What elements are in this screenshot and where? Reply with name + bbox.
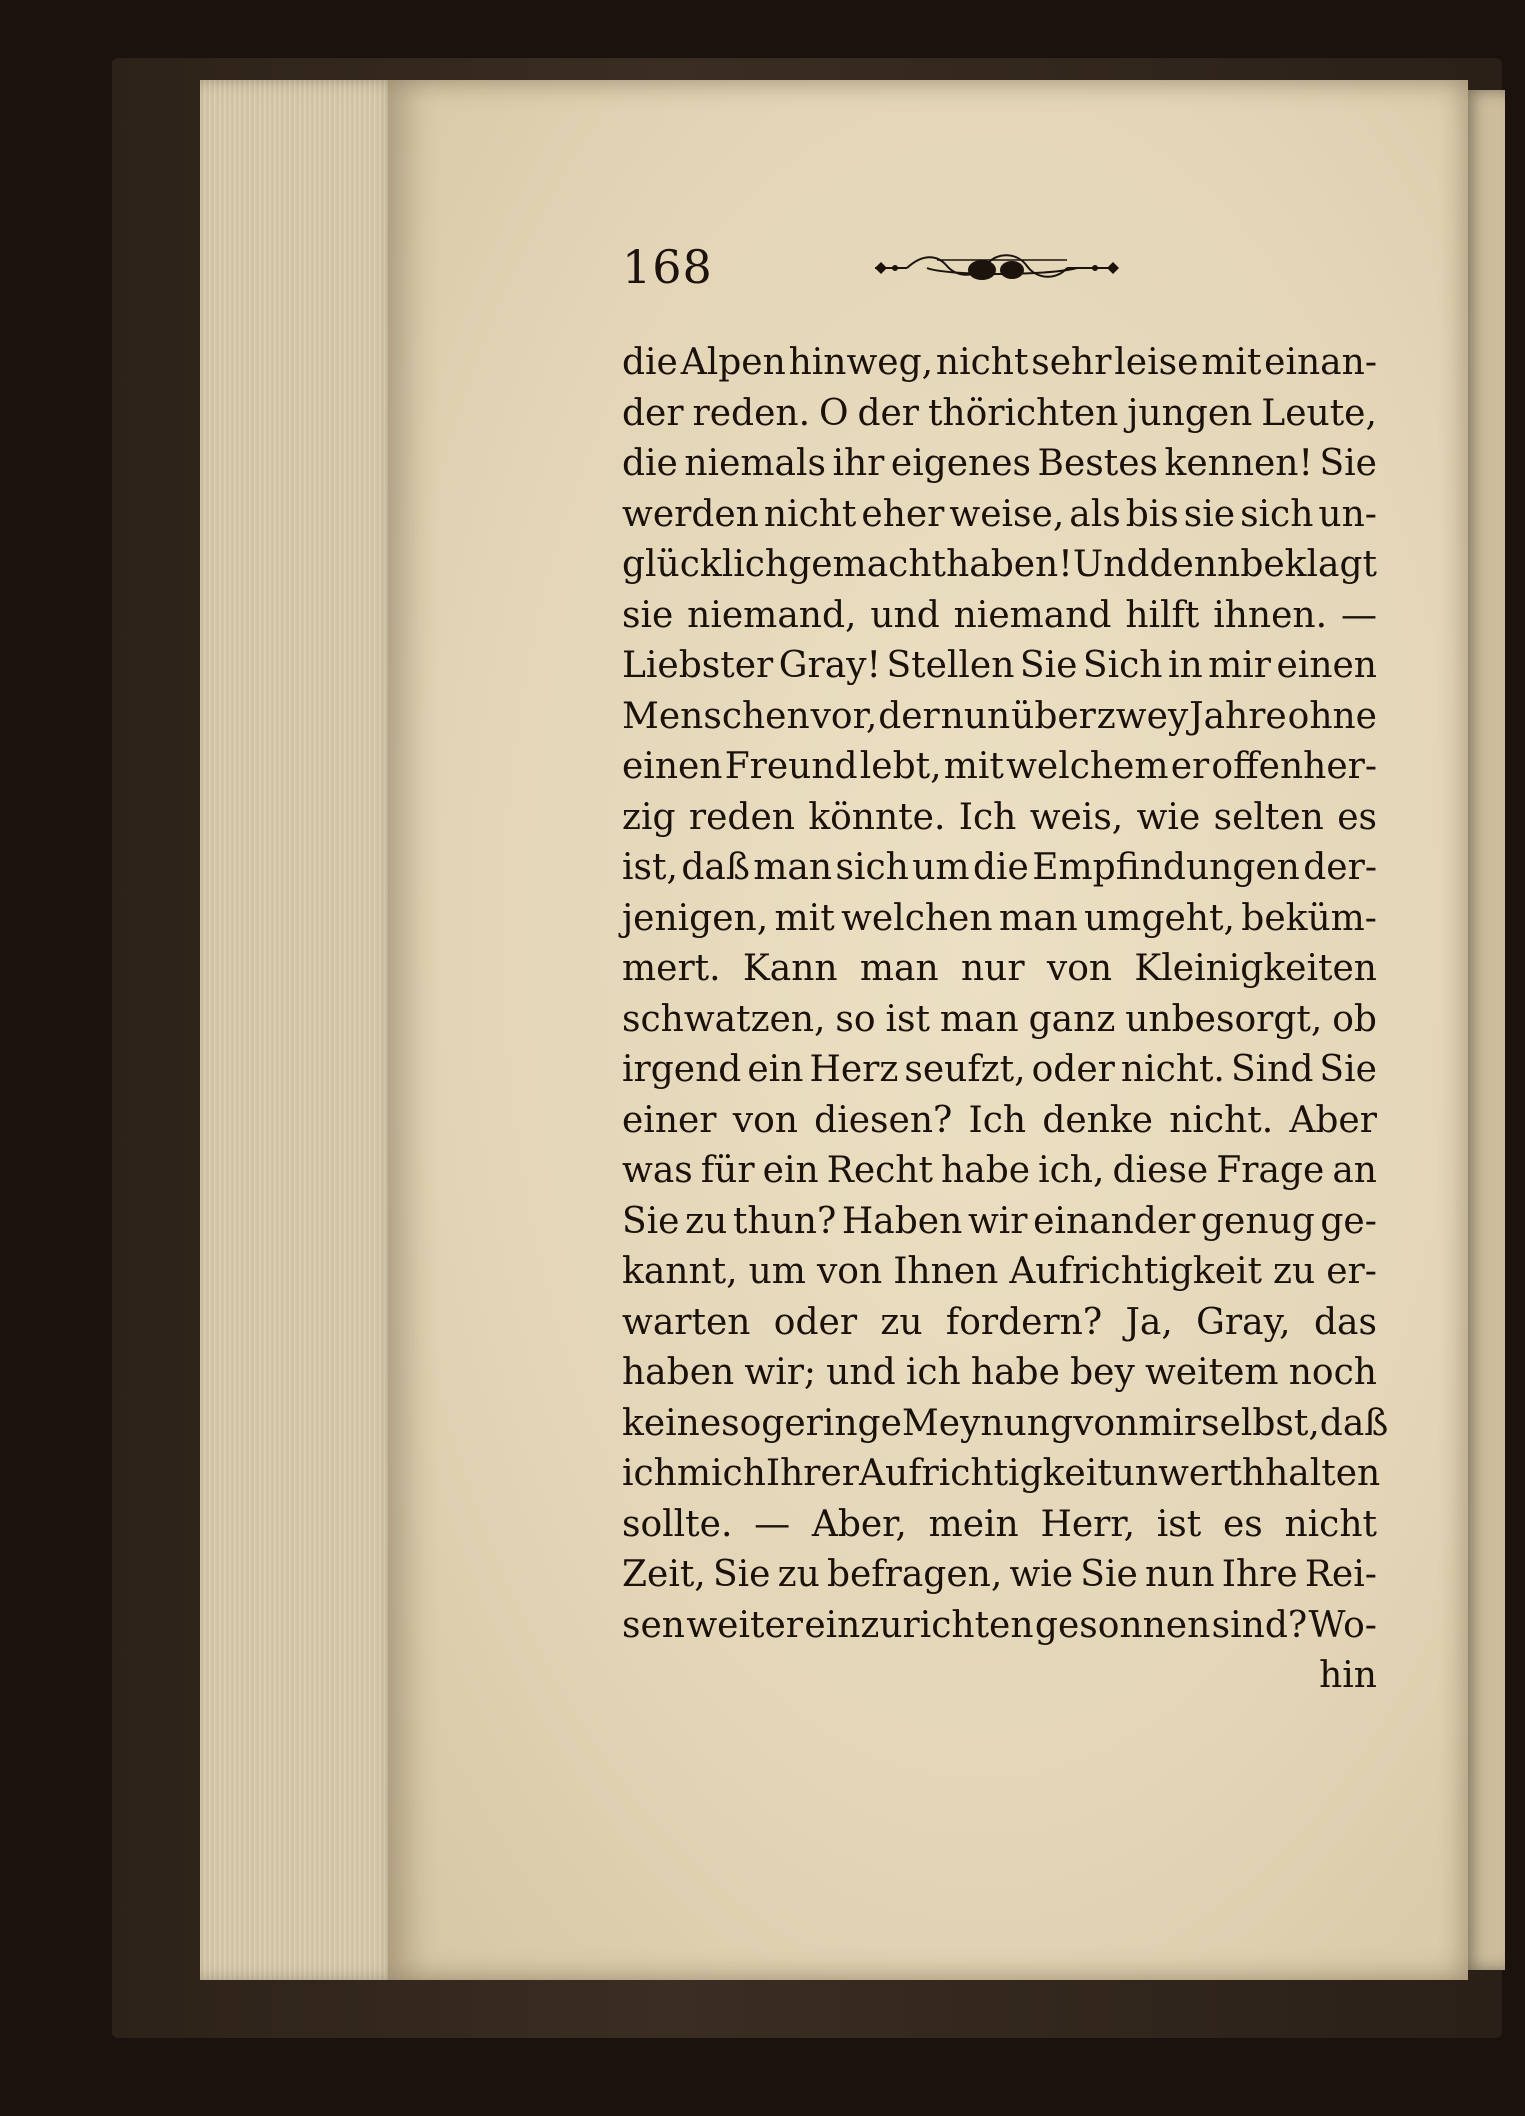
word: zig bbox=[622, 796, 676, 838]
word: Menschen bbox=[622, 695, 810, 737]
word: um bbox=[912, 847, 970, 888]
word: mit bbox=[1201, 342, 1262, 383]
word: sehr bbox=[1031, 342, 1112, 383]
text-line bbox=[622, 1247, 1377, 1298]
word: gesonnen bbox=[1034, 1604, 1211, 1646]
word: Sie bbox=[622, 1200, 680, 1242]
text-line bbox=[622, 1601, 1377, 1652]
word: nun bbox=[1144, 1554, 1215, 1595]
page-text bbox=[622, 338, 1389, 1702]
word: welchem bbox=[1006, 746, 1169, 787]
word: Freund bbox=[724, 746, 858, 787]
word: leise bbox=[1114, 342, 1199, 383]
word: man bbox=[939, 998, 1019, 1040]
word: der bbox=[878, 695, 940, 737]
word: sich bbox=[1240, 493, 1314, 535]
word: die bbox=[622, 443, 678, 484]
word: nicht bbox=[763, 493, 857, 535]
word: jungen bbox=[1127, 392, 1253, 434]
word: Sich bbox=[1082, 645, 1163, 686]
word: Sie bbox=[1019, 645, 1078, 686]
word: ist bbox=[885, 998, 930, 1040]
page-header bbox=[622, 240, 1142, 300]
word: ob bbox=[1332, 998, 1377, 1040]
text-line bbox=[622, 540, 1377, 591]
word: von bbox=[1046, 948, 1113, 989]
word: gemacht bbox=[788, 544, 946, 585]
word: einen bbox=[1276, 645, 1377, 686]
word: oder bbox=[773, 1301, 858, 1343]
word: ihr bbox=[832, 443, 885, 484]
text-line bbox=[622, 944, 1377, 995]
word: Ich bbox=[958, 796, 1017, 838]
word: Ihnen bbox=[893, 1251, 999, 1292]
word: über bbox=[1011, 695, 1096, 737]
word: noch bbox=[1288, 1352, 1377, 1393]
text-line bbox=[622, 641, 1377, 692]
word: unbesorgt, bbox=[1125, 998, 1323, 1040]
word: ihnen. bbox=[1213, 594, 1328, 636]
word: Kann bbox=[742, 948, 838, 989]
word: Zeit, bbox=[622, 1554, 706, 1595]
word: seufzt, bbox=[904, 1049, 1026, 1090]
word: es bbox=[1222, 1503, 1263, 1545]
word: in bbox=[1167, 645, 1203, 686]
word: das bbox=[1313, 1301, 1377, 1343]
word: Kleinigkeiten bbox=[1134, 948, 1377, 989]
word: Leute, bbox=[1261, 392, 1377, 434]
text-line bbox=[622, 995, 1377, 1046]
word: so bbox=[835, 998, 876, 1040]
word: Stellen bbox=[886, 645, 1015, 686]
word: Bestes bbox=[1037, 443, 1159, 484]
word: irgend bbox=[622, 1049, 742, 1090]
word: lebt, bbox=[859, 746, 942, 787]
word: nicht. bbox=[1120, 1049, 1225, 1090]
word: kannt, bbox=[622, 1251, 738, 1292]
word: Sie bbox=[1319, 1049, 1377, 1090]
word: als bbox=[1069, 493, 1121, 535]
word: umgeht, bbox=[1084, 897, 1235, 939]
text-line bbox=[622, 1146, 1377, 1197]
word: hinweg, bbox=[788, 342, 934, 383]
word: Gray! bbox=[778, 645, 881, 686]
word: von bbox=[816, 1251, 883, 1292]
word: befragen, bbox=[826, 1554, 1003, 1595]
word: bis bbox=[1125, 493, 1179, 535]
text-line bbox=[622, 894, 1377, 945]
word: einzurichten bbox=[804, 1604, 1034, 1646]
word: daß bbox=[681, 847, 750, 888]
word: einan- bbox=[1264, 342, 1377, 383]
word: an bbox=[1332, 1150, 1377, 1191]
word: thun? bbox=[732, 1200, 837, 1242]
text-line bbox=[622, 1096, 1377, 1147]
word: nicht bbox=[1284, 1503, 1377, 1545]
word: zu bbox=[1273, 1251, 1316, 1292]
word: halten bbox=[1265, 1453, 1381, 1494]
word: und bbox=[870, 594, 940, 636]
word: könnte. bbox=[808, 796, 946, 838]
word: O bbox=[818, 392, 849, 434]
word: zu bbox=[685, 1200, 728, 1242]
word: um bbox=[748, 1251, 806, 1292]
word: einer bbox=[622, 1099, 717, 1141]
word: Wo- bbox=[1308, 1604, 1377, 1646]
text-line bbox=[622, 1348, 1377, 1399]
word: ganz bbox=[1028, 998, 1116, 1040]
text-line bbox=[622, 389, 1377, 440]
word: selten bbox=[1213, 796, 1324, 838]
word: mir bbox=[1208, 645, 1271, 686]
word: was bbox=[622, 1150, 693, 1191]
text-line bbox=[622, 591, 1377, 642]
word: der bbox=[857, 392, 919, 434]
word: werden bbox=[622, 493, 759, 535]
text-line bbox=[622, 1500, 1377, 1551]
word: nicht bbox=[935, 342, 1029, 383]
word: Haben bbox=[841, 1200, 963, 1242]
word: Sie bbox=[712, 1554, 771, 1595]
word: Liebster bbox=[622, 645, 774, 686]
word: wir bbox=[967, 1200, 1028, 1242]
word: selbst, bbox=[1201, 1402, 1320, 1444]
word: habe bbox=[941, 1150, 1031, 1191]
word: — bbox=[754, 1503, 791, 1545]
word: man bbox=[998, 897, 1078, 939]
word: wir; bbox=[744, 1352, 817, 1393]
word: ge- bbox=[1320, 1200, 1377, 1242]
text-line bbox=[622, 793, 1377, 844]
text-line bbox=[622, 843, 1377, 894]
page-number: 168 bbox=[622, 240, 713, 294]
word: diese bbox=[1112, 1150, 1209, 1191]
word: warten bbox=[622, 1301, 751, 1343]
word: genug bbox=[1200, 1200, 1315, 1242]
word: ohne bbox=[1287, 695, 1377, 737]
word: der bbox=[622, 392, 684, 434]
word: Sie bbox=[1080, 1554, 1138, 1595]
text-line bbox=[622, 1298, 1377, 1349]
text-line bbox=[622, 1550, 1377, 1601]
word: sie bbox=[1183, 493, 1236, 535]
word: Ja, bbox=[1125, 1301, 1173, 1343]
word: Rei- bbox=[1304, 1554, 1377, 1595]
text-line bbox=[622, 1197, 1377, 1248]
word: weiter bbox=[686, 1604, 803, 1646]
word: ist, bbox=[622, 847, 678, 888]
word: weis, bbox=[1029, 796, 1124, 838]
word: niemand bbox=[953, 594, 1112, 636]
word: reden. bbox=[692, 392, 811, 434]
word: mich bbox=[676, 1453, 766, 1494]
word: eigenes bbox=[890, 443, 1032, 484]
word: thörichten bbox=[927, 392, 1119, 434]
word: haben bbox=[622, 1352, 735, 1393]
word: Jahre bbox=[1189, 695, 1287, 737]
catchword: hin bbox=[1319, 1655, 1377, 1696]
word: die bbox=[972, 847, 1029, 888]
word: ein bbox=[747, 1049, 804, 1090]
word: wie bbox=[1136, 796, 1201, 838]
word: denke bbox=[1042, 1099, 1153, 1141]
word: Frage bbox=[1216, 1150, 1325, 1191]
word: kennen! bbox=[1164, 443, 1313, 484]
word: einander bbox=[1033, 1200, 1196, 1242]
word: man bbox=[753, 847, 833, 888]
word: Ich bbox=[968, 1099, 1027, 1141]
word: weise, bbox=[949, 493, 1065, 535]
word: bey bbox=[1070, 1352, 1135, 1393]
page-edges bbox=[200, 80, 400, 1980]
word: eher bbox=[861, 493, 945, 535]
word: niemals bbox=[684, 443, 826, 484]
text-line bbox=[622, 439, 1377, 490]
word: Ihrer bbox=[765, 1453, 860, 1494]
word: für bbox=[700, 1150, 755, 1191]
word: Meynung bbox=[901, 1402, 1073, 1444]
word: Aber bbox=[1289, 1099, 1377, 1141]
word: ich bbox=[905, 1352, 961, 1393]
word: der- bbox=[1303, 847, 1377, 888]
word: nur bbox=[960, 948, 1025, 989]
word: habe bbox=[970, 1352, 1060, 1393]
word: die bbox=[622, 342, 678, 383]
word: geringe bbox=[761, 1402, 902, 1444]
word: Ihre bbox=[1221, 1554, 1298, 1595]
word: beklagt bbox=[1240, 544, 1377, 585]
word: offenher- bbox=[1211, 746, 1377, 787]
word: Gray, bbox=[1196, 1301, 1291, 1343]
word: unwerth bbox=[1111, 1453, 1266, 1494]
word: oder bbox=[1031, 1049, 1115, 1090]
word: schwatzen, bbox=[622, 998, 826, 1040]
word: man bbox=[859, 948, 939, 989]
word: welchen bbox=[841, 897, 993, 939]
word: glücklich bbox=[622, 544, 789, 585]
text-line bbox=[622, 692, 1377, 743]
word: sind? bbox=[1211, 1604, 1308, 1646]
word: un- bbox=[1318, 493, 1377, 535]
word: Und bbox=[1072, 544, 1150, 585]
word: einen bbox=[622, 746, 723, 787]
word: denn bbox=[1149, 544, 1241, 585]
word: Alpen bbox=[680, 342, 786, 383]
word: haben! bbox=[946, 544, 1073, 585]
word: sen bbox=[622, 1604, 685, 1646]
word: sie bbox=[622, 594, 674, 636]
word: keine bbox=[622, 1402, 722, 1444]
word: diesen? bbox=[814, 1099, 953, 1141]
word: Herr, bbox=[1040, 1503, 1136, 1545]
word: daß bbox=[1319, 1402, 1389, 1444]
text-line bbox=[622, 1399, 1389, 1450]
text-line bbox=[622, 338, 1377, 389]
word: ich, bbox=[1038, 1150, 1105, 1191]
word: reden bbox=[688, 796, 795, 838]
text-line bbox=[622, 742, 1377, 793]
word: hilft bbox=[1125, 594, 1200, 636]
word: fordern? bbox=[945, 1301, 1103, 1343]
word: niemand, bbox=[687, 594, 857, 636]
word: sich bbox=[835, 847, 909, 888]
word: Recht bbox=[826, 1150, 933, 1191]
word: zwey bbox=[1096, 695, 1189, 737]
word: ist bbox=[1156, 1503, 1202, 1545]
word: und bbox=[826, 1352, 896, 1393]
word: sollte. bbox=[622, 1503, 733, 1545]
word: zu bbox=[880, 1301, 923, 1343]
word: — bbox=[1340, 594, 1377, 636]
word: mit bbox=[943, 746, 1004, 787]
word: mit bbox=[774, 897, 835, 939]
word: er- bbox=[1326, 1251, 1377, 1292]
word: es bbox=[1337, 796, 1377, 838]
word: Herz bbox=[809, 1049, 899, 1090]
word: Sind bbox=[1230, 1049, 1314, 1090]
decorative-vine-ornament-icon bbox=[867, 246, 1127, 290]
text-line bbox=[622, 1045, 1377, 1096]
word: zu bbox=[777, 1554, 820, 1595]
word: wie bbox=[1009, 1554, 1074, 1595]
word: Empfindungen bbox=[1032, 847, 1300, 888]
word: von bbox=[732, 1099, 798, 1141]
word: so bbox=[721, 1402, 762, 1444]
word: ich bbox=[622, 1453, 677, 1494]
text-line bbox=[622, 490, 1377, 541]
word: weitem bbox=[1144, 1352, 1279, 1393]
word: vor, bbox=[810, 695, 878, 737]
word: er bbox=[1170, 746, 1210, 787]
word: jenigen, bbox=[622, 897, 769, 939]
word: Aufrichtigkeit bbox=[1009, 1251, 1263, 1292]
word: nicht. bbox=[1169, 1099, 1274, 1141]
word: mert. bbox=[622, 948, 721, 989]
word: Aufrichtigkeit bbox=[859, 1453, 1112, 1494]
word: ein bbox=[762, 1150, 819, 1191]
word: mir bbox=[1138, 1402, 1202, 1444]
word: Sie bbox=[1319, 443, 1377, 484]
word: beküm- bbox=[1241, 897, 1377, 939]
word: von bbox=[1073, 1402, 1139, 1444]
text-line bbox=[622, 1449, 1381, 1500]
word: nun bbox=[940, 695, 1011, 737]
word: mein bbox=[928, 1503, 1019, 1545]
word: Aber, bbox=[811, 1503, 907, 1545]
